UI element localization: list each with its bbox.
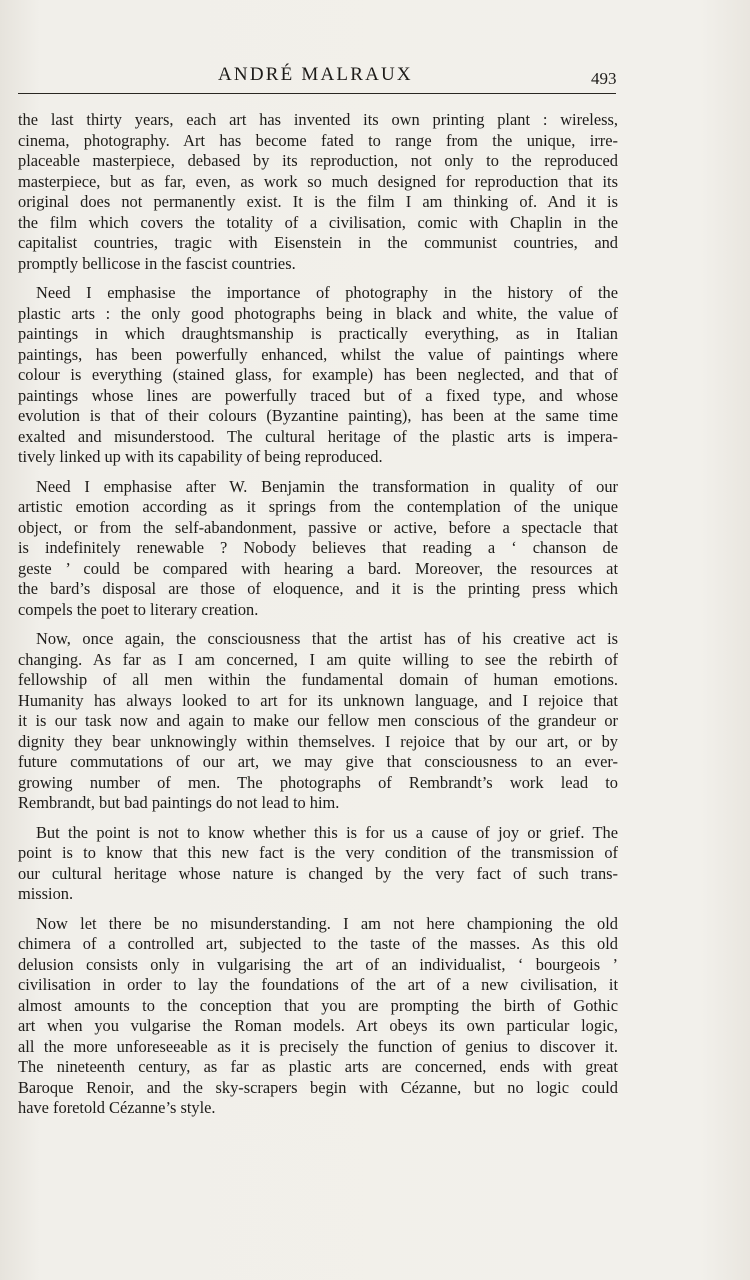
text-line: masterpiece, but as far, even, as work so much designed for reproduction that its [18, 171, 618, 191]
text-line: it is our task now and again to make our fellow men conscious of the grandeur or [18, 711, 618, 730]
text-line: growing number of men. The photographs of Rembrandt’s work lead to [18, 772, 618, 792]
text-line: plastic arts : the only good photographs being in black and white, the value of [18, 303, 618, 323]
text-line: Rembrandt, but bad paintings do not lead to him. [18, 793, 340, 812]
text-line: paintings whose lines are powerfully traced but of a fixed type, and whose [18, 385, 618, 405]
text-line: mission. [18, 884, 74, 903]
paragraph [18, 110, 618, 274]
text-line: evolution is that of their colours (Byzantine painting), has been at the same time [18, 406, 618, 425]
text-line: delusion consists only in vulgarising the art of an individualist, ‘ bourgeois ’ [18, 954, 618, 974]
text-line: the last thirty years, each art has invented its own printing plant : wireless, [18, 110, 618, 129]
text-line: placeable masterpiece, debased by its reproduction, not only to the reproduced [18, 151, 618, 170]
text-line: the film which covers the totality of a civilisation, comic with Chaplin in the [18, 212, 618, 232]
text-line: future commutations of our art, we may give that consciousness to an ever- [18, 752, 618, 771]
text-line: object, or from the self-abandonment, passive or active, before a spectacle that [18, 517, 618, 537]
text-line: civilisation in order to lay the foundations of the art of a new civilisation, it [18, 975, 618, 994]
text-line: artistic emotion according as it springs from the contemplation of the unique [18, 497, 618, 516]
page-number: 493 [591, 69, 617, 88]
paragraph [18, 283, 618, 468]
text-line: But the point is not to know whether this is for us a cause of joy or grief. The [36, 822, 618, 842]
text-line: Need I emphasise after W. Benjamin the transformation in quality of our [36, 476, 618, 496]
text-line: paintings in which draughtsmanship is practically everything, as in Italian [18, 324, 618, 343]
text-line: is indefinitely renewable ? Nobody believes that reading a ‘ chanson de [18, 538, 618, 557]
text-line: colour is everything (stained glass, for example) has been neglected, and that of [18, 365, 618, 384]
text-line: Baroque Renoir, and the sky-scrapers begin with Cézanne, but no logic could [18, 1077, 618, 1097]
text-line: almost amounts to the conception that you are prompting the birth of Gothic [18, 995, 618, 1015]
text-line: our cultural heritage whose nature is changed by the very fact of such trans- [18, 863, 618, 883]
running-title: ANDRÉ MALRAUX [218, 64, 413, 85]
text-line: Humanity has always looked to art for its unknown language, and I rejoice that [18, 690, 618, 710]
text-line: have foretold Cézanne’s style. [18, 1098, 216, 1117]
text-line: exalted and misunderstood. The cultural heritage of the plastic arts is impera- [18, 426, 618, 446]
text-line: Need I emphasise the importance of photography in the history of the [36, 283, 618, 302]
text-line: the bard’s disposal are those of eloquence, and it is the printing press which [18, 579, 618, 598]
text-line: capitalist countries, tragic with Eisenstein in the communist countries, and [18, 233, 618, 252]
text-line: cinema, photography. Art has become fated to range from the unique, irre- [18, 130, 618, 150]
text-line: changing. As far as I am concerned, I am quite willing to see the rebirth of [18, 649, 618, 669]
text-line: all the more unforeseeable as it is precisely the function of genius to discover it. [18, 1036, 618, 1056]
paragraph [18, 477, 618, 621]
text-line: geste ’ could be compared with hearing a bard. Moreover, the resources at [18, 558, 618, 578]
text-line: Now let there be no misunderstanding. I am not here championing the old [36, 913, 618, 933]
text-line: fellowship of all men within the fundamental domain of human emotions. [18, 670, 618, 689]
text-line: tively linked up with its capability of being reproduced. [18, 447, 383, 466]
text-line: Now, once again, the consciousness that the artist has of his creative act is [36, 629, 618, 648]
text-line: compels the poet to literary creation. [18, 599, 259, 619]
paragraph [18, 823, 618, 905]
text-line: chimera of a controlled art, subjected to the taste of the masses. As this old [18, 934, 618, 953]
text-line: original does not permanently exist. It is the film I am thinking of. And it is [18, 192, 618, 211]
paragraph [18, 914, 618, 1119]
header-rule [18, 93, 616, 94]
text-line: point is to know that this new fact is the very condition of the transmission of [18, 843, 618, 862]
text-line: paintings, has been powerfully enhanced, whilst the value of paintings where [18, 344, 618, 364]
text-line: dignity they bear unknowingly within themselves. I rejoice that by our art, or by [18, 731, 618, 751]
text-line: art when you vulgarise the Roman models. Art obeys its own particular logic, [18, 1016, 618, 1035]
running-head [18, 62, 618, 92]
text-line: The nineteenth century, as far as plastic arts are concerned, ends with great [18, 1057, 618, 1076]
body-text [18, 110, 618, 1128]
paragraph [18, 629, 618, 814]
text-line: promptly bellicose in the fascist countries. [18, 253, 296, 273]
